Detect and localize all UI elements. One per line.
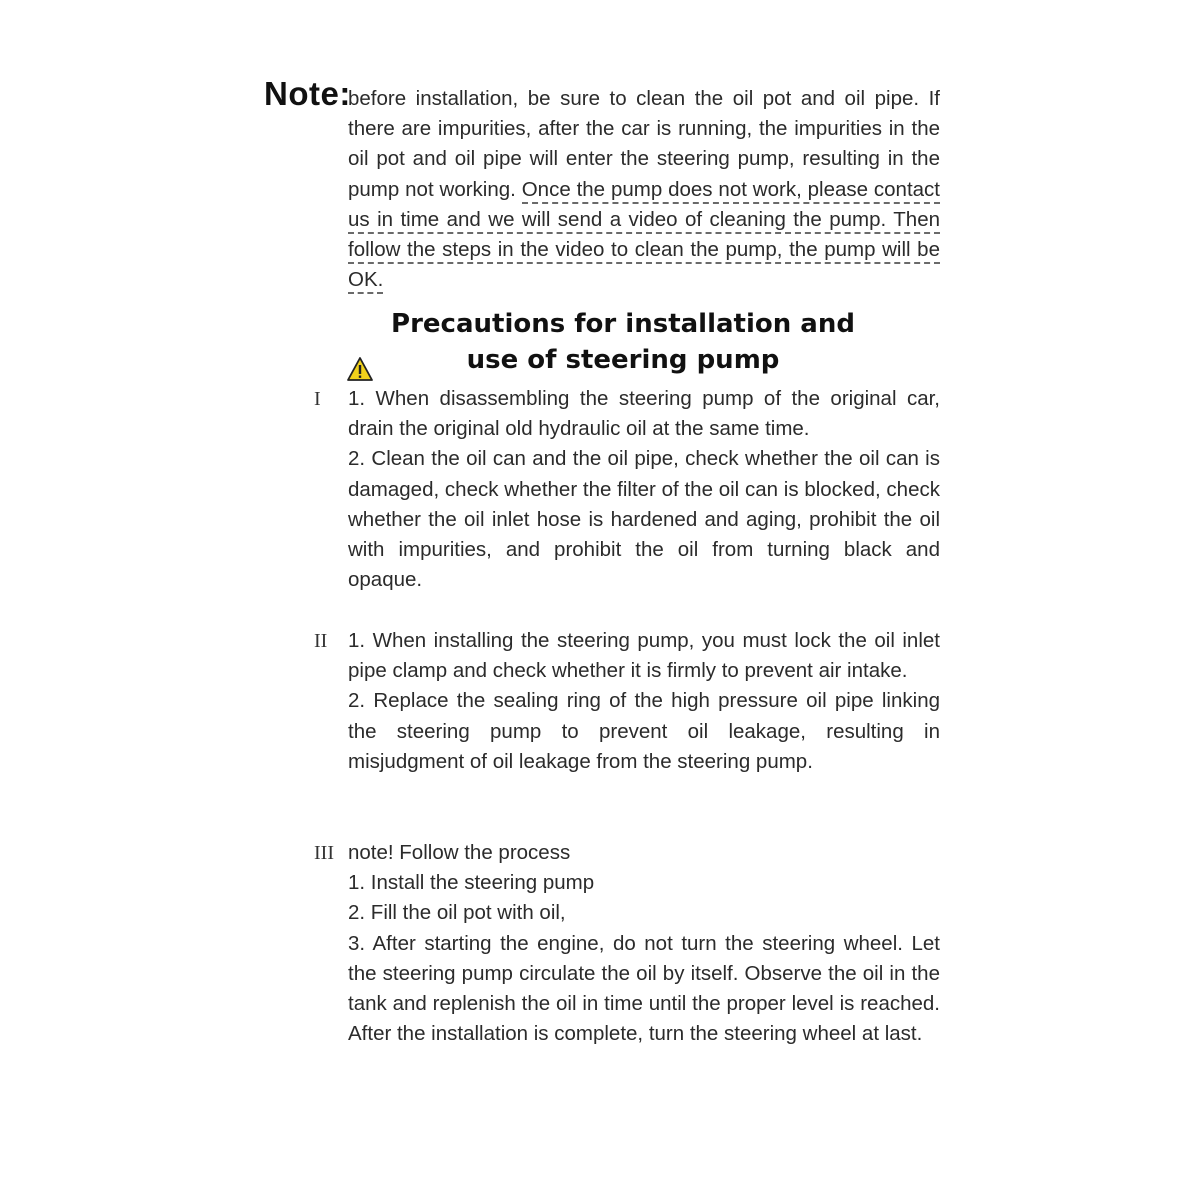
section-1 — [348, 384, 940, 595]
section-2 — [348, 626, 940, 777]
section-3-item-2: 1. Install the steering pump — [348, 871, 595, 895]
section-numeral-3: III — [314, 842, 334, 864]
section-1-item-2: 2. Clean the oil can and the oil pipe, check whether the oil can is damaged, check whether the filter of the oil can is blocked, check whether the oil inlet hose is hardened and aging, prohibit the oil with impurities, and prohibit the oil from turning black and opaque. — [348, 447, 940, 592]
note-label: Note: — [264, 75, 351, 112]
section-3-item-3: 2. Fill the oil pot with oil, — [348, 901, 566, 925]
section-2-item-2: 2. Replace the sealing ring of the high pressure oil pipe linking the steering pump to prevent oil leakage, resulting in misjudgment of oil leakage from the steering pump. — [348, 689, 940, 773]
section-3 — [348, 838, 940, 1049]
warning-triangle-icon — [346, 356, 374, 382]
section-1-item-1: 1. When disassembling the steering pump of the original car, drain the original old hydraulic oil at the same time. — [348, 387, 940, 441]
section-numeral-2: II — [314, 630, 328, 652]
note-paragraph — [348, 84, 940, 295]
title-line-2: use of steering pump — [466, 345, 780, 375]
page-title — [348, 306, 898, 378]
section-2-item-1: 1. When installing the steering pump, you must lock the oil inlet pipe clamp and check whether it is firmly to prevent air intake. — [348, 629, 940, 683]
note-text-underlined: Once the pump does not work, please contact us in time and we will send a video of cleaning the pump. Then follow the steps in the video to clean the pump, the pump will be OK. — [348, 178, 940, 295]
note-text-plain: before installation, be sure to clean the oil pot and oil pipe. If there are impurities, after the car is running, the impurities in the oil pot and oil pipe will enter the steering pump, resulting in the pump not working. — [348, 87, 940, 201]
section-3-item-4: 3. After starting the engine, do not turn the steering wheel. Let the steering pump circulate the oil by itself. Observe the oil in the tank and replenish the oil in time until the proper level is reached. After the installation is complete, turn the steering wheel at last. — [348, 931, 940, 1046]
section-numeral-1: I — [314, 388, 321, 410]
section-3-item-1: note! Follow the process — [348, 841, 571, 864]
title-line-1: Precautions for installation and — [391, 309, 855, 339]
